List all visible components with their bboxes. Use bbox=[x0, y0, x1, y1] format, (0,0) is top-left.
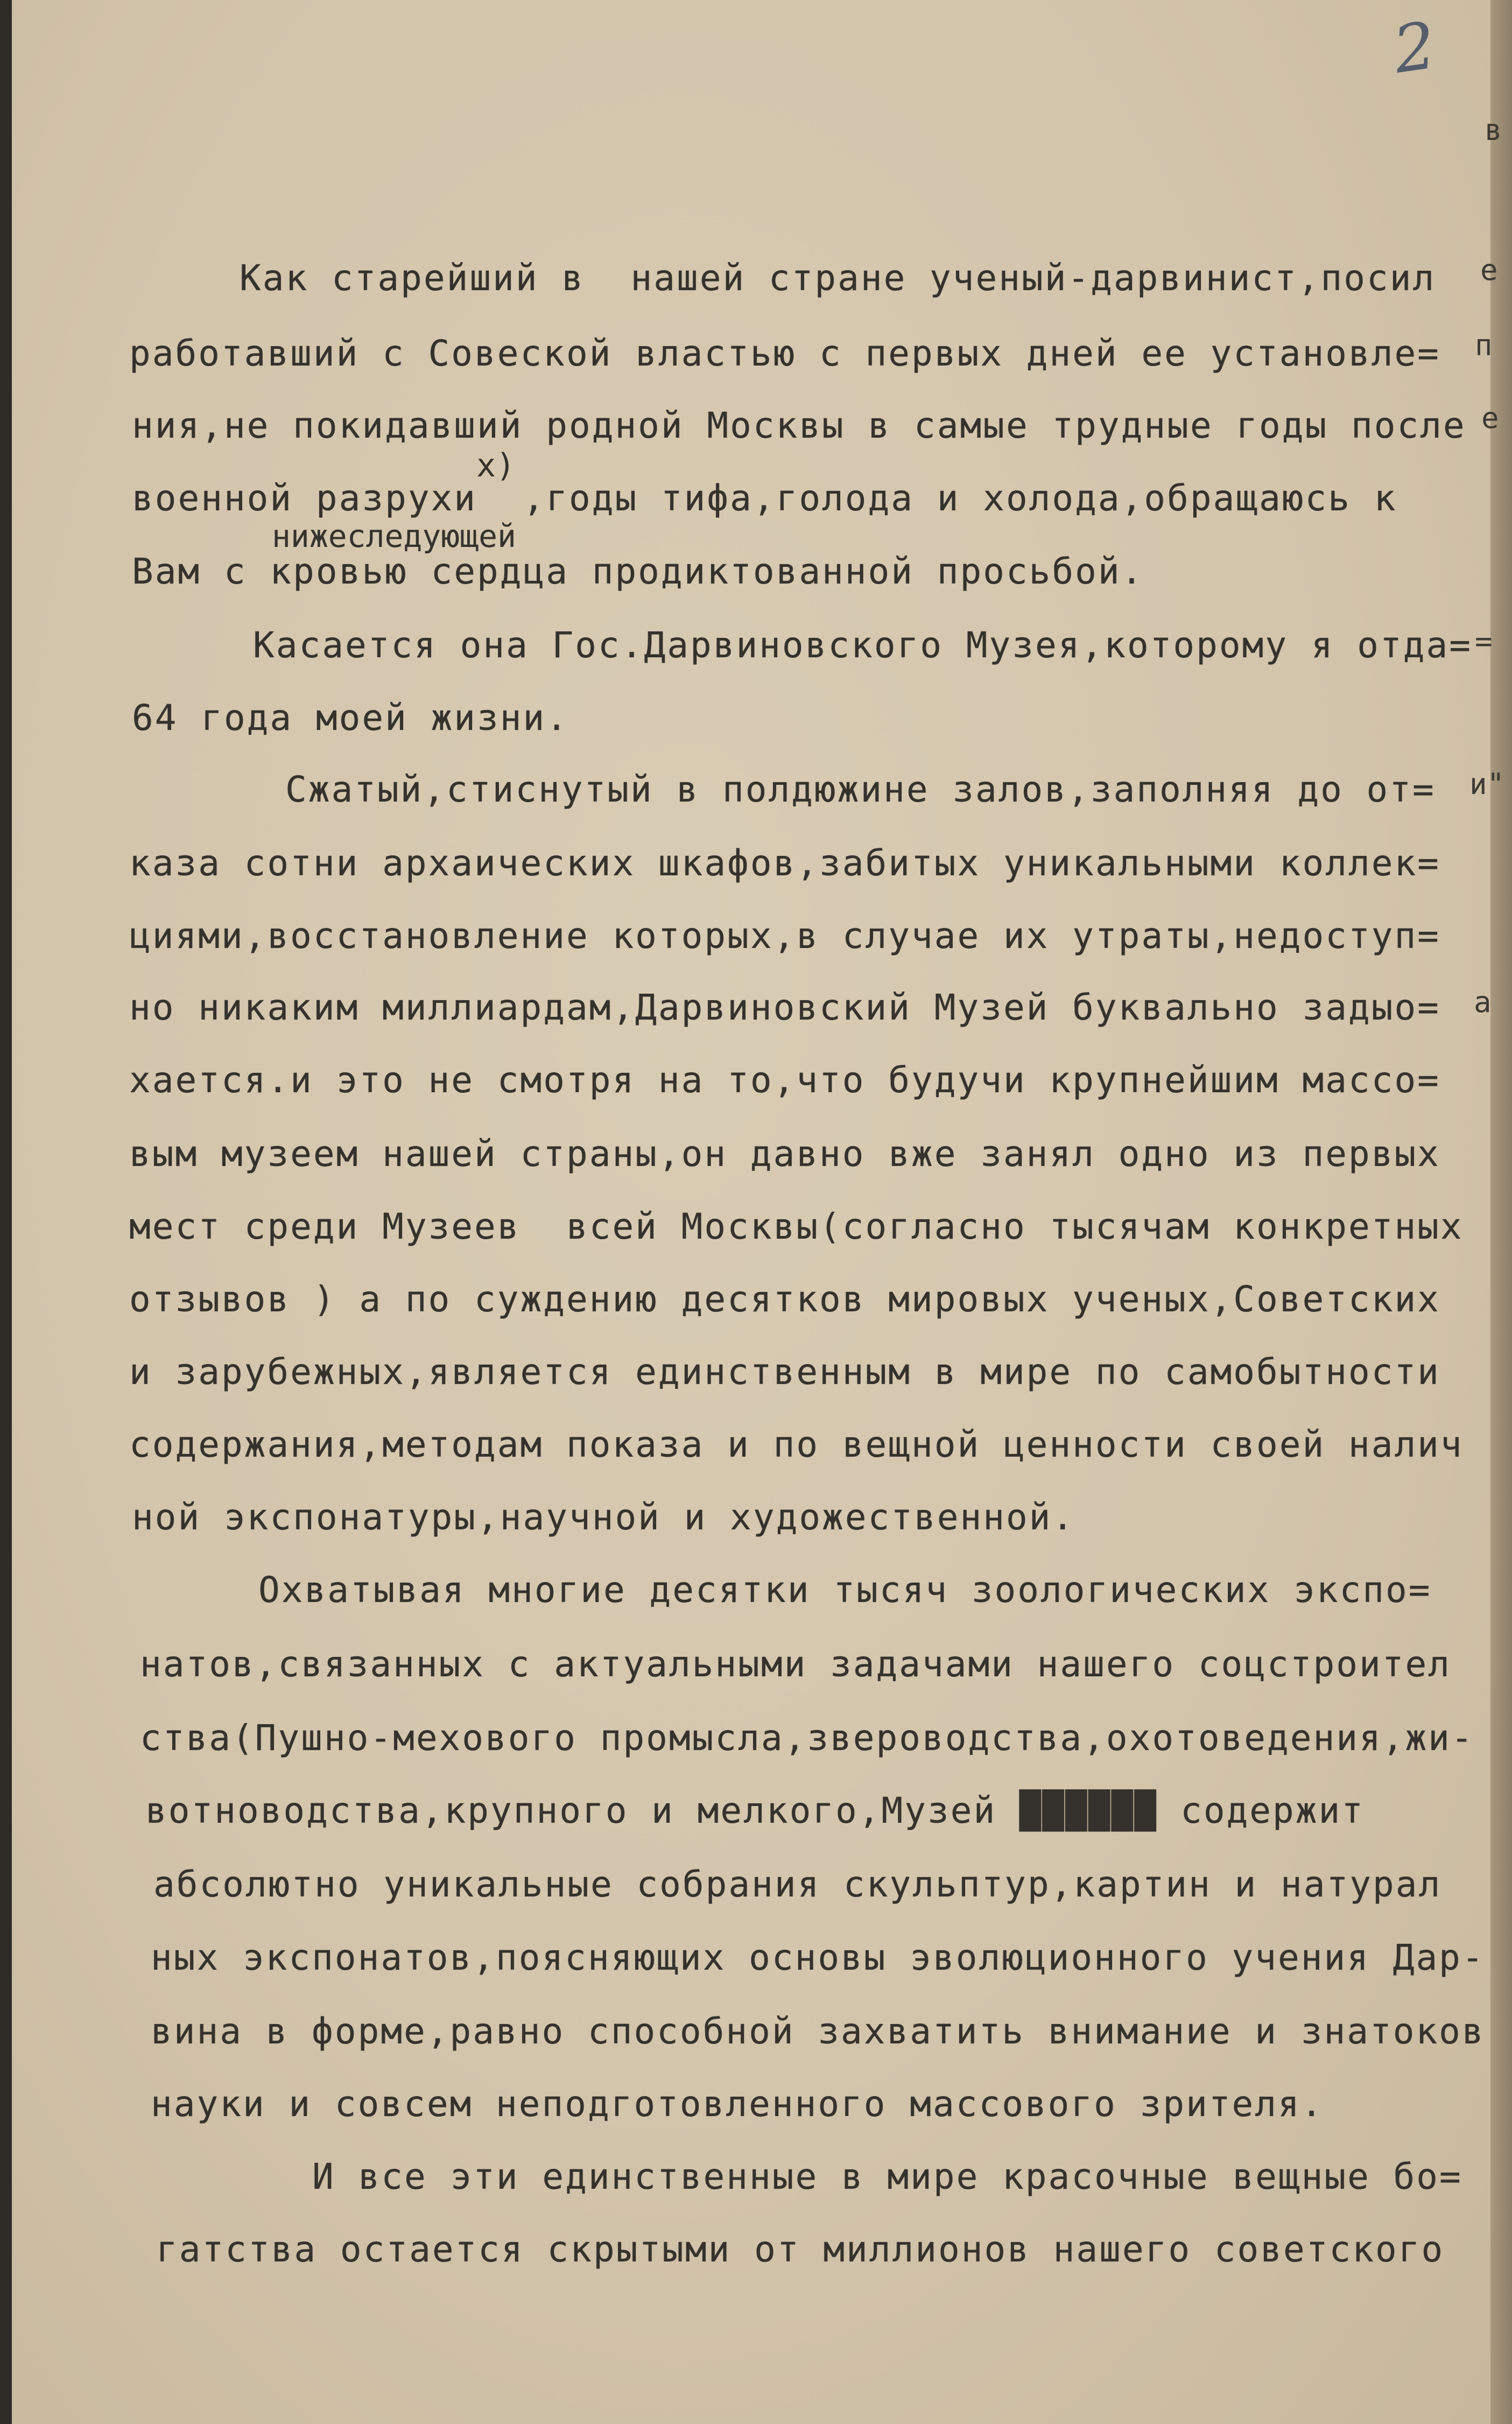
margin-mark: е bbox=[1480, 253, 1498, 287]
text-line: военной разрухи ,годы тифа,голода и холода,обращаюсь к bbox=[132, 477, 1397, 519]
text-line: вина в форме,равно способной захватить внимание и знатоков bbox=[151, 2011, 1485, 2052]
text-line: и зарубежных,является единственным в мире по самобытности bbox=[129, 1351, 1440, 1393]
margin-mark: и" bbox=[1469, 767, 1505, 801]
insertion-text: нижеследующей bbox=[272, 518, 516, 554]
page-number: 2 bbox=[1389, 8, 1440, 88]
insertion-mark: х) bbox=[476, 447, 516, 484]
margin-mark: = bbox=[1475, 624, 1493, 658]
text-line: хается.и это не смотря на то,что будучи крупнейшим массо= bbox=[129, 1059, 1440, 1101]
text-line: ной экспонатуры,научной и художественной. bbox=[132, 1496, 1075, 1538]
text-line: вым музеем нашей страны,он давно вже занял одно из первых bbox=[129, 1133, 1440, 1175]
text-line: ных экспонатов,поясняющих основы эволюционного учения Дар- bbox=[151, 1937, 1485, 1978]
text-line: содержания,методам показа и по вещной ценности своей налич bbox=[129, 1424, 1464, 1465]
text-line: натов,связанных с актуальными задачами нашего соцстроител bbox=[140, 1643, 1451, 1685]
text-line: абсолютно уникальные собрания скульптур,картин и натурал bbox=[153, 1864, 1442, 1905]
text-line: ства(Пушно-мехового промысла,звероводства,охотоведения,жи- bbox=[140, 1717, 1474, 1759]
text-line: гатства остается скрытыми от миллионов нашего советского bbox=[156, 2229, 1445, 2270]
text-line: но никаким миллиардам,Дарвиновский Музей буквально задыо= bbox=[129, 987, 1440, 1028]
text-line: работавший с Совеской властью с первых дней ее установле= bbox=[129, 333, 1440, 374]
text-line: науки и совсем неподготовленного массового зрителя. bbox=[151, 2083, 1324, 2125]
text-line: ния,не покидавший родной Москвы в самые трудные годы после bbox=[132, 405, 1466, 446]
margin-mark: в bbox=[1485, 113, 1502, 147]
text-line: Вам с кровью сердца продиктованной просьбой. bbox=[132, 551, 1144, 592]
page-right-edge bbox=[1490, 0, 1512, 2424]
text-line: вотноводства,крупного и мелкого,Музей ██████ содержит bbox=[145, 1790, 1365, 1831]
margin-mark: е bbox=[1481, 401, 1499, 435]
margin-mark: п bbox=[1475, 328, 1493, 362]
text-line: Охватывая многие десятки тысяч зоологических экспо= bbox=[258, 1569, 1432, 1611]
text-line: циями,восстановление которых,в случае их утраты,недоступ= bbox=[129, 915, 1440, 957]
text-line: 64 года моей жизни. bbox=[132, 697, 569, 739]
text-line: мест среди Музеев всей Москвы(согласно тысячам конкретных bbox=[129, 1206, 1464, 1247]
margin-mark: а bbox=[1474, 985, 1492, 1019]
text-line: каза сотни архаических шкафов,забитых уникальными коллек= bbox=[129, 842, 1440, 884]
text-line: Касается она Гос.Дарвиновского Музея,которому я отда= bbox=[253, 624, 1472, 666]
text-line: И все эти единственные в мире красочные вещные бо= bbox=[312, 2156, 1462, 2197]
text-line: Как старейший в нашей стране ученый-дарвинист,посил bbox=[240, 257, 1436, 299]
text-line: Сжатый,стиснутый в полдюжине залов,заполняя до от= bbox=[285, 769, 1436, 810]
text-line: отзывов ) а по суждению десятков мировых ученых,Советских bbox=[129, 1278, 1440, 1320]
